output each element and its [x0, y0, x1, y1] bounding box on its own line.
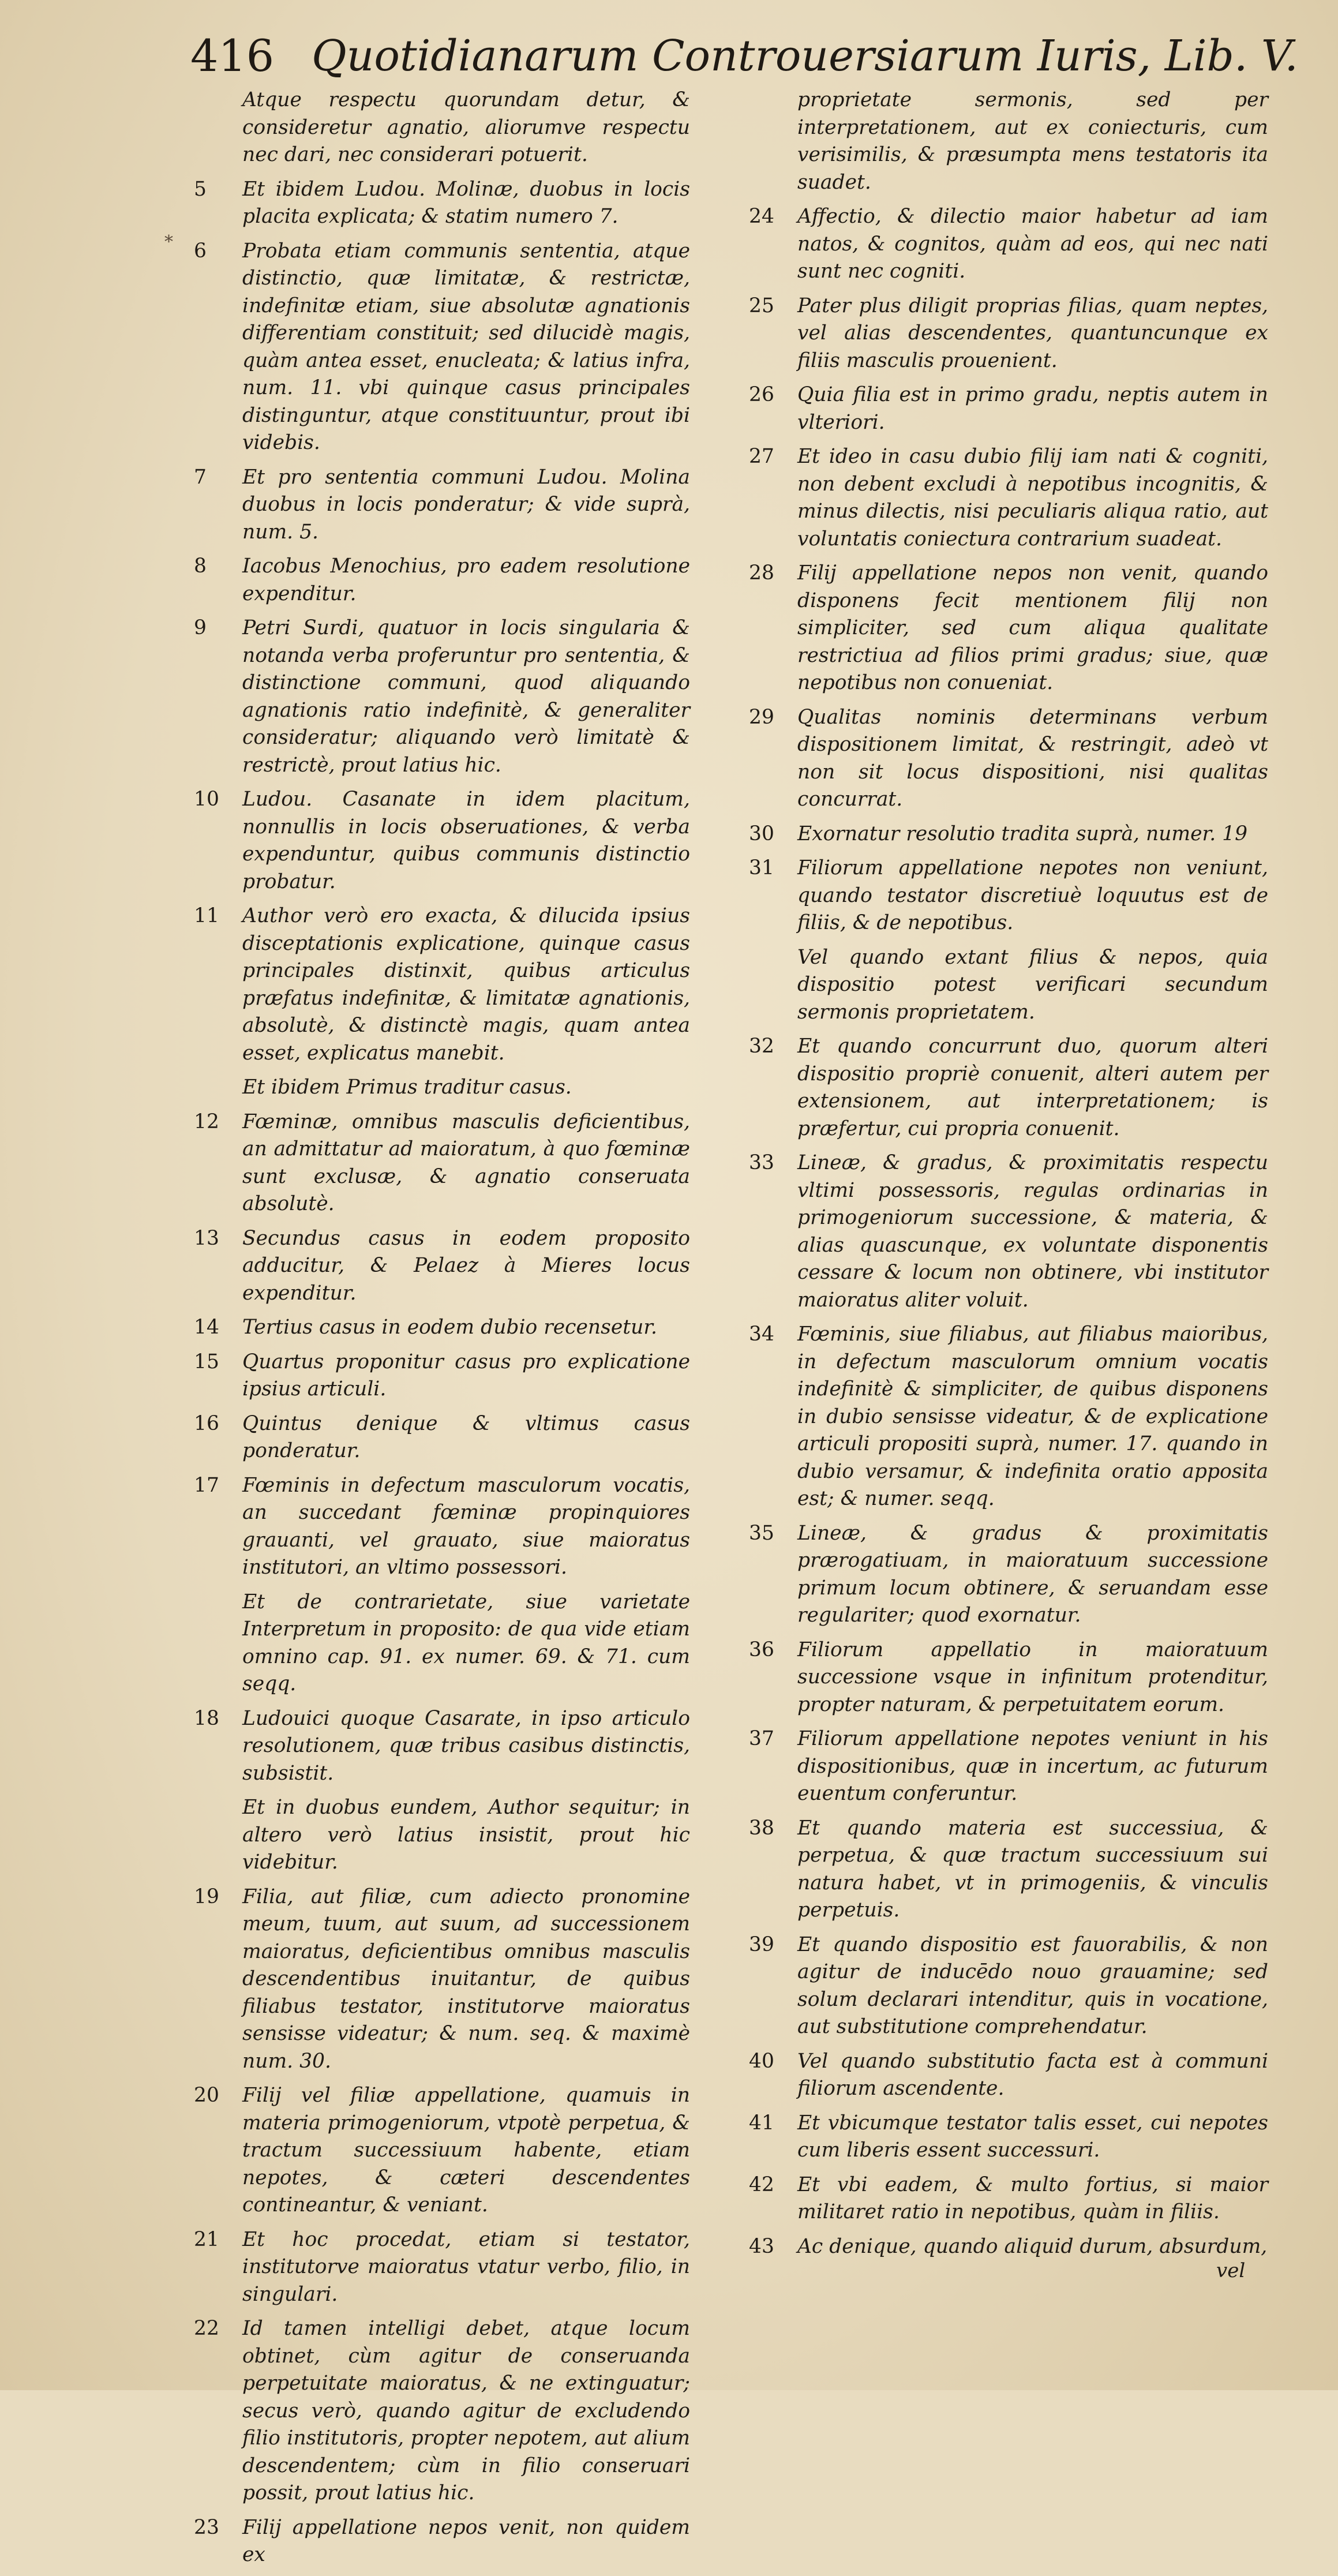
summary-entry: [194, 1410, 690, 1465]
entry-text: Filiorum appellatione nepotes non veniunt, quando testator discretiuè loquutus est de filiis, & de nepotibus.: [797, 856, 1268, 934]
summary-entry: [194, 553, 690, 608]
entry-text: Iacobus Menochius, pro eadem resolutione expenditur.: [242, 555, 690, 605]
entry-number: 12: [194, 1110, 219, 1133]
summary-entry: [749, 1520, 1268, 1630]
entry-number: 22: [194, 2317, 219, 2340]
summary-entry: [194, 1884, 690, 2076]
entry-number: 17: [194, 1473, 219, 1497]
summary-entry: [194, 2514, 690, 2569]
page-number: 416: [190, 30, 275, 81]
summary-entry: [749, 1637, 1268, 1719]
summary-entry: [749, 1815, 1268, 1924]
entry-text: Et ibidem Primus traditur casus.: [242, 1076, 572, 1099]
summary-entry: [749, 2233, 1268, 2261]
entry-number: 31: [749, 856, 774, 879]
entry-text: Et ibidem Ludou. Molinæ, duobus in locis placita explicata; & statim numero 7.: [242, 177, 690, 228]
summary-entry: [749, 381, 1268, 436]
summary-entry: [749, 855, 1268, 937]
entry-number: 40: [749, 2049, 774, 2073]
summary-entry: [194, 1705, 690, 1788]
entry-text: Et quando materia est successiua, & perpetua, & quæ tractum successiuum sui natura habet, vt in primogeniis, & vinculis perpetuis.: [797, 1816, 1268, 1922]
summary-entry: [749, 821, 1268, 848]
summary-entry: [749, 704, 1268, 814]
entry-number: 27: [749, 445, 774, 468]
margin-mark: *: [164, 232, 173, 252]
entry-number: 28: [749, 561, 774, 585]
entry-number: 43: [749, 2234, 774, 2258]
summary-entry: [194, 1314, 690, 1342]
entry-text: Filij appellatione nepos non venit, quando disponens fecit mentionem filij non simpliciter, sed cum aliqua qualitate restrictiua ad filios primi gradus; siue, quæ nepotibus non conueniat.: [797, 561, 1268, 694]
entry-text: Filij appellatione nepos venit, non quidem ex: [242, 2515, 690, 2566]
summary-entry: [749, 293, 1268, 375]
summary-entry: [749, 2110, 1268, 2165]
summary-entry: [749, 1150, 1268, 1314]
entry-text: Quia filia est in primo gradu, neptis autem in vlteriori.: [797, 383, 1268, 434]
entry-number: 39: [749, 1933, 774, 1956]
entry-number: 25: [749, 294, 774, 317]
entry-text: Filij vel filiæ appellatione, quamuis in materia primogeniorum, vtpotè perpetua, & tractum successiuum habente, etiam nepotes, & cæteri descendentes contineantur, & veniant.: [242, 2084, 690, 2216]
entry-text: Id tamen intelligi debet, atque locum obtinet, cùm agitur de conseruanda perpetuitate maioratus, & ne extinguatur; secus verò, quando agitur de excludendo filio institutoris, propter nepotem, aut alium descendentem; cùm in filio conseruari possit, prout latius hic.: [242, 2317, 690, 2504]
entry-text: Filia, aut filiæ, cum adiecto pronomine meum, tuum, aut suum, ad successionem maioratus, deficientibus omnibus masculis descendentibus inuitantur, de quibus filiabus testator, institutorve maioratus sensisse videatur; & num. seq. & maximè num. 30.: [242, 1885, 690, 2073]
entry-number: 24: [749, 205, 774, 228]
entry-text: Filiorum appellatione nepotes veniunt in his dispositionibus, quæ in incertum, ac futurum euentum conferuntur.: [797, 1727, 1268, 1805]
entry-number: 41: [749, 2111, 774, 2135]
entry-text: Fœminis, siue filiabus, aut filiabus maioribus, in defectum masculorum omnium vocatis indefinitè & simpliciter, de quibus disponens in dubio sensisse videatur, & de explicatione articuli propositi suprà, numer. 17. quando in dubio versamur, & indefinita oratio apposita est; & numer. seqq.: [797, 1323, 1268, 1510]
entry-text: Et vbi eadem, & multo fortius, si maior militaret ratio in nepotibus, quàm in filiis.: [797, 2173, 1268, 2223]
summary-entry: [194, 1794, 690, 1877]
summary-entry: [749, 443, 1268, 553]
summary-entry: [194, 464, 690, 546]
summary-entry: [194, 87, 690, 169]
entry-text: Et hoc procedat, etiam si testator, institutorve maioratus vtatur verbo, filio, in singulari.: [242, 2227, 690, 2306]
entry-text: Lineæ, & gradus & proximitatis prærogatiuam, in maioratuum successione primum locum obtinere, & seruandam esse regulariter; quod exornatur.: [797, 1521, 1268, 1627]
entry-number: 9: [194, 616, 207, 639]
entry-text: Affectio, & dilectio maior habetur ad iam natos, & cognitos, quàm ad eos, qui nec nati sunt nec cogniti.: [797, 205, 1268, 283]
running-title: Quotidianarum Controuersiarum Iuris, Lib. V.: [312, 31, 1298, 81]
catchword: vel: [1216, 2259, 1246, 2282]
entry-text: Exornatur resolutio tradita suprà, numer. 19: [797, 822, 1248, 845]
entry-text: Probata etiam communis sententia, atque distinctio, quæ limitatæ, & restrictæ, indefinitæ etiam, siue absolutæ agnationis differentiam constituit; sed dilucidè magis, quàm antea esset, enucleata; & latius infra, num. 11. vbi quinque casus principales distinguntur, atque constituuntur, prout ibi videbis.: [242, 239, 690, 454]
entry-text: Ac denique, quando aliquid durum, absurdum,: [797, 2234, 1268, 2258]
entry-text: Qualitas nominis determinans verbum dispositionem limitat, & restringit, adeò vt non sit locus dispositioni, nisi qualitas concurrat.: [797, 705, 1268, 811]
summary-entry: [194, 1349, 690, 1403]
summary-entry: [749, 560, 1268, 697]
summary-entry: [194, 238, 690, 457]
entry-number: 34: [749, 1323, 774, 1346]
summary-entry: [194, 1589, 690, 1698]
entry-number: 35: [749, 1521, 774, 1545]
entry-number: 10: [194, 788, 219, 811]
summary-entry: [749, 1321, 1268, 1513]
entry-number: 23: [194, 2515, 219, 2539]
entry-number: 26: [749, 383, 774, 406]
entry-number: 15: [194, 1350, 219, 1373]
left-column: [194, 87, 690, 2576]
entry-text: Quintus denique & vltimus casus ponderatur.: [242, 1411, 690, 1462]
entry-text: Et pro sententia communi Ludou. Molina duobus in locis ponderatur; & vide suprà, num. 5.: [242, 465, 690, 544]
summary-entry: [749, 2171, 1268, 2226]
entry-text: Et quando dispositio est fauorabilis, & non agitur de inducēdo nouo grauamine; sed solum declarari intenditur, quis in vocatione, aut substitutione comprehendatur.: [797, 1933, 1268, 2038]
entry-text: Filiorum appellatio in maioratuum successione vsque in infinitum protenditur, propter naturam, & perpetuitatem eorum.: [797, 1638, 1268, 1716]
entry-number: 6: [194, 239, 207, 263]
entry-number: 33: [749, 1151, 774, 1174]
entry-number: 20: [194, 2084, 219, 2107]
summary-entry: [749, 1033, 1268, 1143]
entry-text: Ludou. Casanate in idem placitum, nonnullis in locis obseruationes, & verba expenduntur, quibus communis distinctio probatur.: [242, 788, 690, 893]
summary-entry: [194, 903, 690, 1067]
page-header: [190, 30, 1298, 93]
entry-number: 30: [749, 822, 774, 845]
entry-text: Et quando concurrunt duo, quorum alteri dispositio propriè conuenit, alteri autem per extensionem, aut interpretationem; is præfertur, cui propria conuenit.: [797, 1035, 1268, 1140]
entry-text: Pater plus diligit proprias filias, quam neptes, vel alias descendentes, quantuncunque ex filiis masculis prouenient.: [797, 294, 1268, 372]
summary-entry: [194, 1109, 690, 1218]
entry-number: 5: [194, 177, 207, 201]
entry-text: Ludouici quoque Casarate, in ipso articulo resolutionem, quæ tribus casibus distinctis, subsistit.: [242, 1706, 690, 1785]
summary-entry: [194, 1472, 690, 1582]
entry-number: 16: [194, 1411, 219, 1435]
entry-text: Et ideo in casu dubio filij iam nati & cogniti, non debent excludi à nepotibus incognitis, & minus dilectis, nisi peculiaris aliqua ratio, aut voluntatis coniectura contrarium suadeat.: [797, 445, 1268, 551]
summary-entry: [194, 615, 690, 779]
entry-text: Et in duobus eundem, Author sequitur; in altero verò latius insistit, prout hic videbitur.: [242, 1796, 690, 1874]
entry-number: 8: [194, 555, 207, 578]
entry-text: Fœminæ, omnibus masculis deficientibus, an admittatur ad maioratum, à quo fœminæ sunt exclusæ, & agnatio conseruata absolutè.: [242, 1110, 690, 1215]
summary-entry: [749, 1931, 1268, 2041]
entry-text: Atque respectu quorundam detur, & consideretur agnatio, aliorumve respectu nec dari, nec considerari potuerit.: [242, 88, 690, 166]
entry-number: 18: [194, 1706, 219, 1730]
summary-entry: [749, 203, 1268, 286]
entry-text: Quartus proponitur casus pro explicatione ipsius articuli.: [242, 1350, 690, 1401]
entry-number: 29: [749, 705, 774, 729]
entry-text: Lineæ, & gradus, & proximitatis respectu vltimi possessoris, regulas ordinarias in primogeniorum successione, & materia, & alias quascunque, ex voluntate disponentis cessare & locum non obtinere, vbi institutor maioratus aliter voluit.: [797, 1151, 1268, 1312]
entry-number: 7: [194, 465, 207, 489]
entry-text: Vel quando extant filius & nepos, quia dispositio potest verificari secundum sermonis proprietatem.: [797, 945, 1268, 1024]
entry-text: proprietate sermonis, sed per interpretationem, aut ex coniecturis, cum verisimilis, & præsumpta mens testatoris ita suadet.: [797, 88, 1268, 194]
entry-number: 14: [194, 1316, 219, 1339]
right-column: [749, 87, 1268, 2267]
entry-text: Secundus casus in eodem proposito adducitur, & Pelaez à Mieres locus expenditur.: [242, 1226, 690, 1305]
summary-entry: [194, 2315, 690, 2507]
entry-number: 38: [749, 1816, 774, 1840]
entry-text: Vel quando substitutio facta est à communi filiorum ascendente.: [797, 2049, 1268, 2100]
entry-text: Author verò ero exacta, & dilucida ipsius disceptationis explicatione, quinque casus principales distinxit, quibus articulus præfatus indefinitæ, & limitatæ agnationis, absolutè, & distinctè magis, quam antea esset, explicatus manebit.: [242, 904, 690, 1065]
summary-entry: [194, 786, 690, 896]
entry-text: Fœminis in defectum masculorum vocatis, an succedant fœminæ propinquiores grauanti, vel grauato, siue maioratus institutori, an vltimo possessori.: [242, 1473, 690, 1579]
entry-number: 36: [749, 1638, 774, 1661]
entry-number: 19: [194, 1885, 219, 1908]
entry-text: Et vbicumque testator talis esset, cui nepotes cum liberis essent successuri.: [797, 2111, 1268, 2162]
entry-text: Tertius casus in eodem dubio recensetur.: [242, 1316, 658, 1339]
summary-entry: [194, 176, 690, 231]
entry-text: Petri Surdi, quatuor in locis singularia & notanda verba proferuntur pro sententia, & distinctione communi, quod aliquando agnationis ratio indefinitè, & generaliter consideratur; aliquando verò limitatè & restrictè, prout latius hic.: [242, 616, 690, 777]
summary-entry: [749, 2048, 1268, 2103]
summary-entry: [749, 87, 1268, 196]
summary-entry: [194, 1225, 690, 1308]
summary-entry: [194, 1074, 690, 1102]
entry-text: Et de contrarietate, siue varietate Interpretum in proposito: de qua vide etiam omnino cap. 91. ex numer. 69. & 71. cum seqq.: [242, 1590, 690, 1695]
entry-number: 13: [194, 1226, 219, 1250]
entry-number: 21: [194, 2227, 219, 2251]
entry-number: 37: [749, 1727, 774, 1750]
entry-number: 32: [749, 1035, 774, 1058]
entry-number: 42: [749, 2173, 774, 2196]
summary-entry: [749, 944, 1268, 1027]
summary-entry: [194, 2226, 690, 2309]
summary-entry: [749, 1725, 1268, 1808]
summary-entry: [194, 2082, 690, 2219]
entry-number: 11: [194, 904, 219, 927]
